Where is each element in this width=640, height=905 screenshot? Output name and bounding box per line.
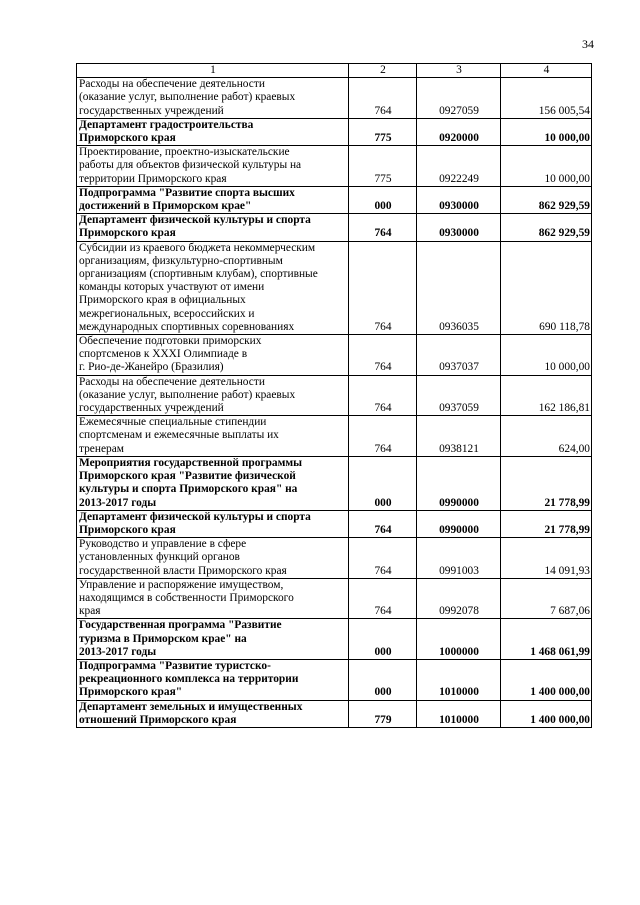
row-section: 0920000 — [417, 118, 501, 145]
row-amount: 1 400 000,00 — [501, 659, 592, 700]
row-amount: 862 929,59 — [501, 186, 592, 213]
table-row — [77, 335, 592, 376]
row-amount: 7 687,06 — [501, 578, 592, 619]
table-row — [77, 214, 592, 241]
row-name: Мероприятия государственной программы Приморского края "Развитие физической культуры и спорта Приморского края" на 2013-2017 годы — [77, 456, 349, 510]
row-code: 000 — [349, 659, 417, 700]
header-col-1: 1 — [77, 64, 349, 78]
row-name: Руководство и управление в сфере установленных функций органов государственной власти Приморского края — [77, 538, 349, 579]
row-code: 764 — [349, 375, 417, 416]
row-amount: 624,00 — [501, 416, 592, 457]
row-code: 764 — [349, 538, 417, 579]
table-row — [77, 538, 592, 579]
row-amount: 690 118,78 — [501, 241, 592, 334]
row-name: Ежемесячные специальные стипендии спортсменам и ежемесячные выплаты их тренерам — [77, 416, 349, 457]
table-row — [77, 241, 592, 334]
row-code: 764 — [349, 578, 417, 619]
row-amount: 10 000,00 — [501, 335, 592, 376]
table-row — [77, 659, 592, 700]
row-amount: 14 091,93 — [501, 538, 592, 579]
row-section: 0992078 — [417, 578, 501, 619]
row-name: Подпрограмма "Развитие туристско- рекреационного комплекса на территории Приморского края" — [77, 659, 349, 700]
row-code: 779 — [349, 700, 417, 727]
table-row — [77, 416, 592, 457]
table-header-row — [77, 64, 592, 78]
row-section: 0990000 — [417, 456, 501, 510]
row-section: 0930000 — [417, 214, 501, 241]
row-code: 775 — [349, 146, 417, 187]
row-amount: 21 778,99 — [501, 510, 592, 537]
row-amount: 1 468 061,99 — [501, 619, 592, 660]
row-amount: 1 400 000,00 — [501, 700, 592, 727]
row-name: Департамент земельных и имущественных отношений Приморского края — [77, 700, 349, 727]
budget-table — [76, 63, 592, 728]
row-section: 1000000 — [417, 619, 501, 660]
table-row — [77, 146, 592, 187]
row-name: Расходы на обеспечение деятельности (оказание услуг, выполнение работ) краевых государственных учреждений — [77, 78, 349, 119]
row-code: 764 — [349, 335, 417, 376]
table-row — [77, 700, 592, 727]
row-section: 0938121 — [417, 416, 501, 457]
row-amount: 862 929,59 — [501, 214, 592, 241]
row-code: 764 — [349, 214, 417, 241]
row-section: 0937059 — [417, 375, 501, 416]
row-code: 775 — [349, 118, 417, 145]
row-amount: 162 186,81 — [501, 375, 592, 416]
table-row — [77, 118, 592, 145]
row-name: Проектирование, проектно-изыскательские работы для объектов физической культуры на территории Приморского края — [77, 146, 349, 187]
row-code: 764 — [349, 510, 417, 537]
table-row — [77, 186, 592, 213]
row-code: 764 — [349, 241, 417, 334]
row-section: 0990000 — [417, 510, 501, 537]
table-row — [77, 510, 592, 537]
row-name: Управление и распоряжение имуществом, находящимся в собственности Приморского края — [77, 578, 349, 619]
row-amount: 156 005,54 — [501, 78, 592, 119]
table-row — [77, 456, 592, 510]
row-code: 000 — [349, 186, 417, 213]
row-section: 1010000 — [417, 659, 501, 700]
row-section: 0930000 — [417, 186, 501, 213]
row-name: Департамент градостроительства Приморского края — [77, 118, 349, 145]
header-col-2: 2 — [349, 64, 417, 78]
row-code: 000 — [349, 456, 417, 510]
row-amount: 10 000,00 — [501, 146, 592, 187]
row-code: 000 — [349, 619, 417, 660]
row-name: Департамент физической культуры и спорта Приморского края — [77, 214, 349, 241]
row-amount: 21 778,99 — [501, 456, 592, 510]
row-name: Подпрограмма "Развитие спорта высших достижений в Приморском крае" — [77, 186, 349, 213]
row-name: Расходы на обеспечение деятельности (оказание услуг, выполнение работ) краевых государственных учреждений — [77, 375, 349, 416]
row-section: 0927059 — [417, 78, 501, 119]
table-row — [77, 78, 592, 119]
table-row — [77, 375, 592, 416]
row-amount: 10 000,00 — [501, 118, 592, 145]
row-code: 764 — [349, 416, 417, 457]
row-name: Департамент физической культуры и спорта Приморского края — [77, 510, 349, 537]
row-code: 764 — [349, 78, 417, 119]
header-col-4: 4 — [501, 64, 592, 78]
row-section: 0922249 — [417, 146, 501, 187]
row-name: Субсидии из краевого бюджета некоммерческим организациям, физкультурно-спортивным организациям (спортивным клубам), спортивные команды которых участвуют от имени Приморского края в официальных межрегиональных, всероссийских и международных спортивных соревнованиях — [77, 241, 349, 334]
table-row — [77, 578, 592, 619]
row-section: 0991003 — [417, 538, 501, 579]
row-name: Обеспечение подготовки приморских спортсменов к XXXI Олимпиаде в г. Рио-де-Жанейро (Бразилия) — [77, 335, 349, 376]
table-row — [77, 619, 592, 660]
page-number: 34 — [582, 37, 594, 51]
row-section: 1010000 — [417, 700, 501, 727]
row-section: 0936035 — [417, 241, 501, 334]
header-col-3: 3 — [417, 64, 501, 78]
row-name: Государственная программа "Развитие туризма в Приморском крае" на 2013-2017 годы — [77, 619, 349, 660]
row-section: 0937037 — [417, 335, 501, 376]
